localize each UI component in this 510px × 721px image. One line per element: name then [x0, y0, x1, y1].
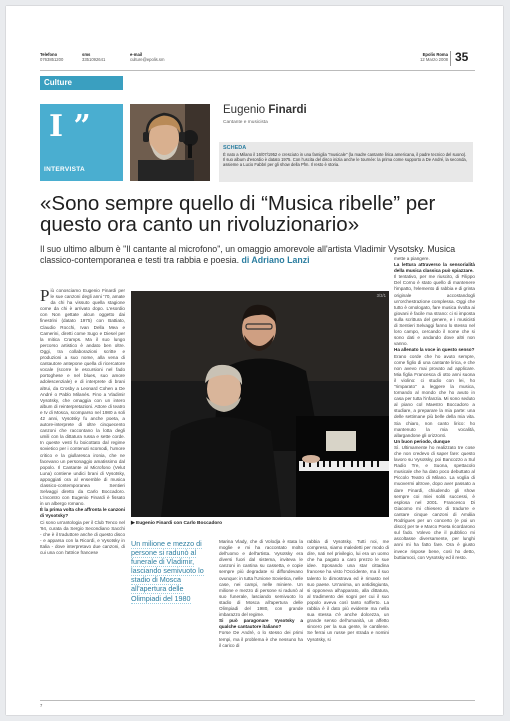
page-number: 35 [455, 50, 469, 64]
pull-quote-text: Un milione e mezzo di persone si radunò al funerale di Vladimir, lasciando semivuoto lo stadio di Mosca all'apertura delle Olimpiadi del 1980 [131, 539, 204, 603]
intervista-label: INTERVISTA [44, 166, 86, 173]
sms-value: 3351092641 [82, 57, 106, 63]
right-question-2: Ha allenato la voce in questo senso? [394, 347, 475, 353]
interviewee-name [223, 104, 307, 116]
email-value: culture@epolis.sm [130, 57, 165, 63]
interviewee-role: Cantante e musicista [223, 120, 268, 125]
middle-column-2 [307, 539, 389, 674]
right-column [394, 256, 475, 676]
first-name: Eugenio [223, 104, 269, 116]
right-question-1: La lettura attraverso la sensorialità della musica classica può spiazzare. [394, 262, 475, 274]
quote-glyph-icon: I ” [49, 109, 91, 144]
phone-value: 0763851200 [40, 57, 64, 63]
pull-quote [131, 539, 211, 603]
paper-info [396, 52, 448, 62]
portrait-illustration [130, 104, 210, 181]
mid1-answer: Forse De André, o lo stesso dei primi tempi, ma il problema è che nessuno ha il carico di [219, 630, 303, 648]
phone-label: Telefono [40, 52, 58, 57]
photo-credit: 3/3/1 [376, 293, 386, 298]
masthead-rule [40, 70, 475, 71]
middle-column-1 [219, 539, 303, 674]
lead-text: iù conosciamo Eugenio Finardi per le sue canzoni degli anni '70, amate da chi ha vissuto quella stagione come da chi è arrivato dopo. L'esordio con Non gettate alcun oggetto dai finestrini (datato 1975) con Battiato, Claudio Rocchi, Ivan Della Mea e Camerini, diretti come Sugo e Diesel per la mitica Cramps. Ma il suo lungo percorso artistico è andato ben oltre. Oggi, tra collaborazioni scritte e produzioni a suo nome, alla vena di cantautore antepone quella di ricercatore vocale (scorre le escursioni nel fado portoghese e nel blues, suo amore adolescenziale) e di interprete di brani altrui, da Crosby a Leonard Cohen a De André o Pablo Milanés. Fino a Vladimir Vysotsky, che omaggia con un intero album di reinterpretazioni. Attore di teatro e tv di Mosca, scomparso nel 1980 a soli 42 anni, Vysotsky fu anche poeta, a autore-interprete di oltre cinquecento canzoni che raccontano la lotta degli umili con la dittatura russa e sette corde. In queste vesti fu boicottato dal regime sovietico per i contenuti scomodi, l'umore critico e la giullaresca ironia, che ne facevano un personaggio amatissimo dal popolo. Il Cantante al Microfono (Velut Luna) contiene undici brani di Vysotsky, appoggiati ora al ensemble di musica classico-contemporanea Sentieri Selvaggi diretto da Carlo Boccadoro. L'incontro con Eugenio Finardi è fissato in un albergo romano. [40, 288, 125, 507]
scheda-box [219, 142, 473, 182]
mid1-text: Marina Vlady, che di Volodja è stata la moglie e mi ha raccontato molto dell'uomo e dell'artista. Vysotsky era diversi fuori dal sistema, inviteva le canzoni in cantina su cassetta, e copie sempre più degradate si diffondevano ovunque: in tutta l'Unione Sovietica, nelle case, nei campi, nelle miniere. Un milione e mezzo di persone si radunò al suo funerale, lasciando semivuoto lo stadio di Mosca all'apertura delle Olimpiadi del 1980, con grande imbarazzo del regime. [219, 539, 303, 618]
headline: «Sono sempre quello di “Musica ribelle” per questo ora canto un rivoluzionario» [40, 192, 436, 236]
main-photo-illustration [131, 291, 389, 517]
right-answer-1: Il tentativo, per me riuscito, di Filippo Del Corno è stato quello di mantenere l'impatto, l'elemento di rabbia e di grinta originale accostandogli un'orchestrazione complessa. Oggi che tutto è omologato, fare musica rivolta ai giovani è facile ma strano: ci si imposta sulla scrittura del genere, e i musicisti di Sentieri Selvaggi fanno lo stesso nel loro campo, cercando il nome che si sono dati e andando dove altri non vanno. [394, 274, 475, 347]
byline: di Adriano Lanzi [241, 255, 310, 265]
lead-question-1: È la prima volta che affronta le canzoni di Vysotsky? [40, 507, 125, 519]
sms-block [82, 52, 105, 62]
mid1-question: Si può paragonare Vysotsky a qualche cantautore italiano? [219, 618, 303, 630]
scheda-text: È nato a Milano il 16/07/1952 e cresciuto in una famiglia "musicale" (la madre cantante lirica americana, il padre tecnico del suono). Il suo album d'esordio è datato 1975. Con l'uscita del disco inizia anche le tournée: la prima come supporto a De André, la seconda, assieme a Lucio Fabbri per gli show della Pfm. Il resto è storia. [223, 152, 467, 168]
right-answer-3: Sì. Ultimamente ho realizzato tre cose che non credevo di saper fare: questo lavoro su Vysotsky, poi Bancozzo a Sul Radio Tre, e Suona, spettacolo musicale che ha dato poco debuttato al Piccolo Teatro di Milano. La voglia di muovermi altrove, dopo aver passato a dare Finardi, chiudendo gli show sempre coi miei soliti successi, è esplosa nel 2001. Francesco Di Giacomo mi chiesero di tradurre e cantare cinque canzoni di Amália Rodrigues per un concerto (e poi un disco) per te e Marco Poeta ricordarono sul fado. Volevo che il pubblico mi ascoltasse diversamente, per lunghi anni mi ha fatto fare. Ora è giusto invece rispose bene, così ho detto, buttiamoci, con Vysotsky ed il resto. [394, 444, 475, 560]
masthead-bar [6, 46, 503, 73]
last-name: Finardi [268, 104, 307, 116]
main-photo [131, 291, 389, 517]
footer-rule [40, 700, 475, 701]
right-answer-2: Erano corde che ho avuto sempre, come figlio di una cantante lirica, e che non avevo mai provato ad applicare. Mia figlia Francesca di otto anni suona il violino: ci studio con lei, ho "rimparato" a leggere la musica, tornando al mondo che ho avuto in casa per tutta l'infanzia. Mi sono seduto al piano col Maestro Boccadoro a studiare, a preparare la mia parte: una delle settimane più belle della mia vita. Sia chiaro, non canto lirico: ho mantenuto la mia vocalità, allargandone gli orizzonti. [394, 353, 475, 438]
lead-column [40, 288, 125, 673]
dropcap: P [40, 288, 50, 305]
scheda-title: SCHEDA [223, 145, 247, 151]
phone-block [40, 52, 63, 62]
sms-label: sms [82, 52, 91, 57]
photo-caption: ▶ Eugenio Finardi con Carlo Boccadoro [131, 521, 223, 526]
right-text-1: mette a piangere. [394, 256, 430, 261]
section-tab: Culture [40, 76, 123, 90]
right-question-3: Un buon periodo, dunque [394, 438, 450, 444]
paper-name: Epolis Roma [422, 52, 448, 57]
subhead-text: Il suo ultimo album è "Il cantante al microfono", un omaggio amorevole all'artista Vladimir Vysotsky. Musica classico-contemporanea e testi tra rabbia e poesia. [40, 244, 456, 265]
footer-left: 7 [40, 703, 43, 708]
email-label: e-mail [130, 52, 143, 57]
page-footer [6, 700, 503, 715]
mid2-text: rabbia di Vysotsky. Tutti noi, me compreso, siamo maledetti per modo di dire, nati nel privilegio, lui era un uomo che ha pagato a caro prezzo le sue idee. Sposando una star cittadina francese ha visto l'Occidente, ma il suo talento lo dimostrava ed è rimasto nel suo paese. Un'anima, un antidisgiunta, si opponeva all'apparato, alla dittatura, al tradimento dei sogni per cui il suo popolo aveva così tanto sofferto. La rabbia è il dato più evidente ma nella sua stessa c'è anche dolcezza, un grande senso dell'umanità, un affetto sincero per la sua gente, le cantilene. Se ferrai un russe per strada e nomini Vysotsky, si [307, 539, 389, 642]
newspaper-page [6, 6, 503, 715]
masthead-divider [450, 51, 451, 66]
intervista-box [40, 104, 123, 181]
portrait-photo [130, 104, 210, 181]
email-block [130, 52, 165, 62]
lead-answer-1: Ci sono un'antologia per il Club Tenco nel '94, curata da Sergio Secondiano Sacchi - che è il traduttore anche di questo disco - e apparsa con la Ricordi, e Vysotsky in Italia - dove interpretavo due canzoni, di cui una con l'attrice francese [40, 519, 125, 556]
issue-date: 12 Marzo 2008 [420, 57, 448, 63]
